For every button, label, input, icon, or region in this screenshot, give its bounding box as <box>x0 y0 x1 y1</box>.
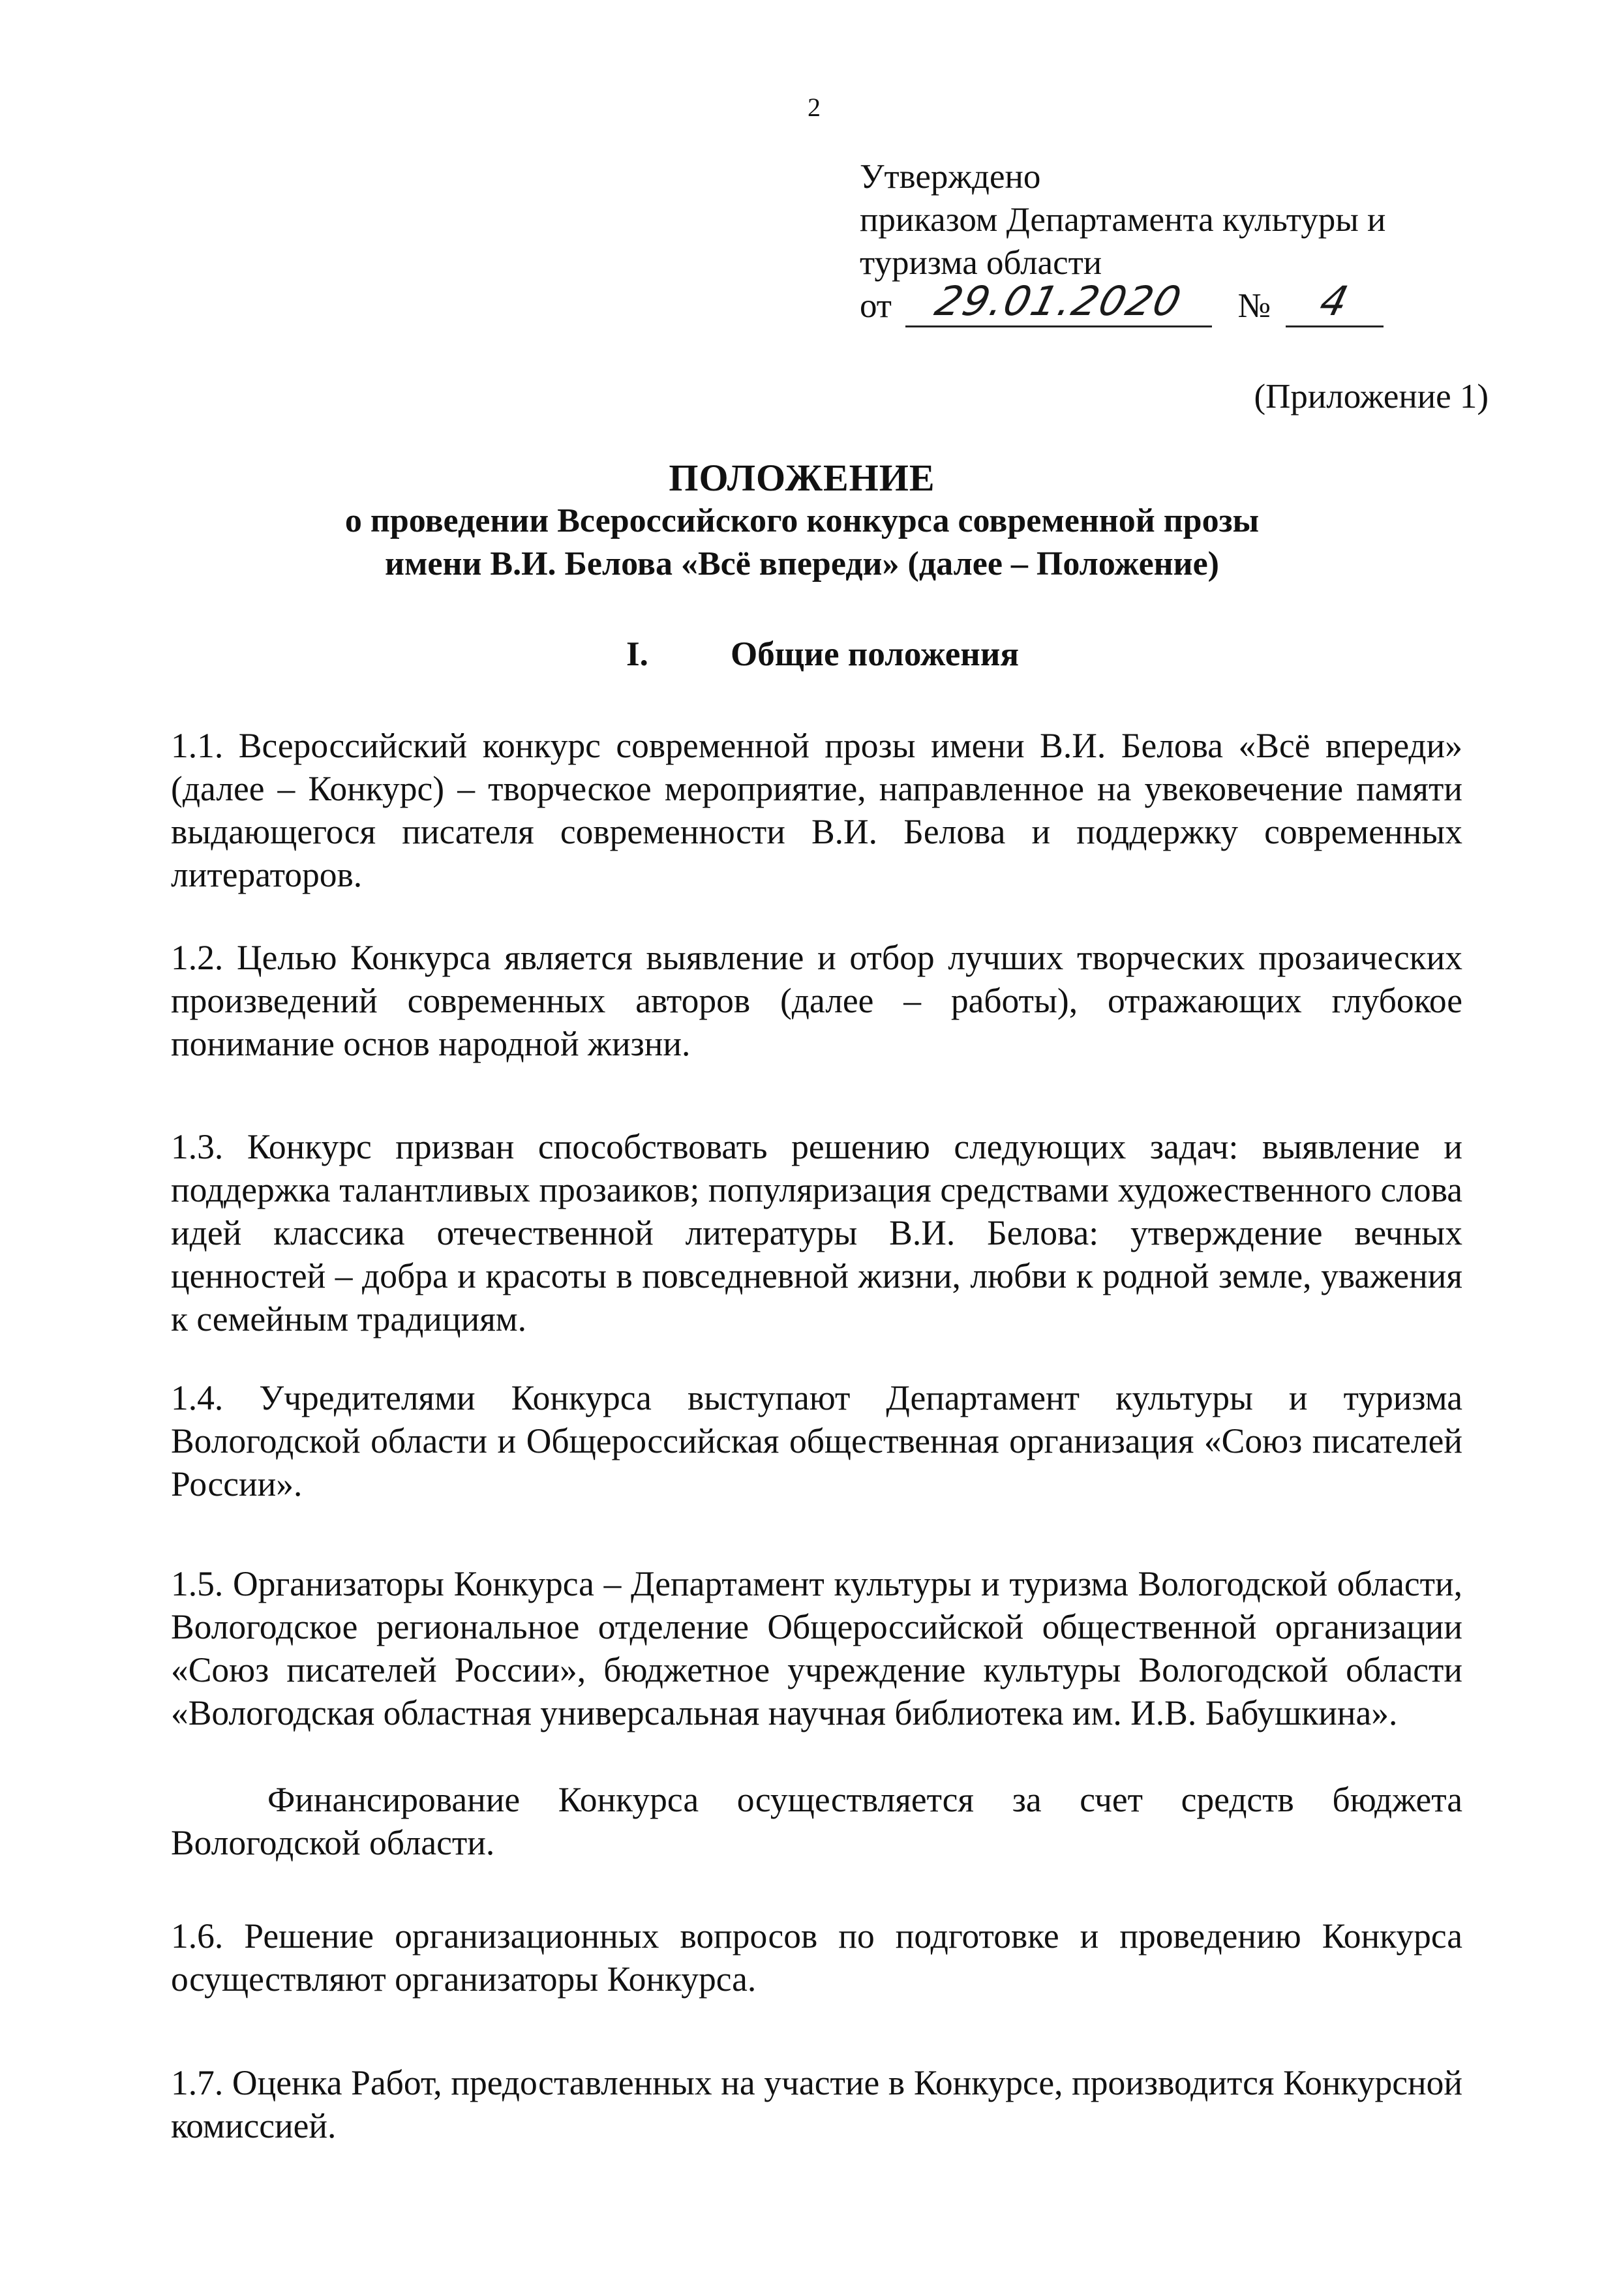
date-field <box>905 277 1212 327</box>
approval-date-number-row <box>860 277 1512 337</box>
title-main: ПОЛОЖЕНИЕ <box>669 457 935 499</box>
paragraph-1-2: 1.2. Целью Конкурса является выявление и отбор лучших творческих прозаических произведений современных авторов (далее – работы), отражающих глубокое понимание основ народной жизни. <box>171 938 1462 1063</box>
page-number: 2 <box>808 93 821 122</box>
paragraph-1-7: 1.7. Оценка Работ, предоставленных на участие в Конкурсе, производится Конкурсной комиссией. <box>171 2063 1462 2145</box>
number-prefix: № <box>1237 287 1271 325</box>
date-prefix: от <box>860 287 892 325</box>
paragraph-1-4: 1.4. Учредителями Конкурса выступают Департамент культуры и туризма Вологодской области и Общероссийская общественная организация «Союз писателей России». <box>171 1378 1462 1503</box>
paragraph-1-5-financing: Финансирование Конкурса осуществляется за счет средств бюджета Вологодской области. <box>171 1780 1462 1862</box>
handwritten-number: 4 <box>1315 277 1355 325</box>
approval-line-department: туризма области <box>860 244 1102 282</box>
section-number: I. <box>626 635 648 673</box>
handwritten-date: 29.01.2020 <box>930 277 1187 325</box>
paragraph-1-1: 1.1. Всероссийский конкурс современной прозы имени В.И. Белова «Всё впереди» (далее – Конкурс) – творческое мероприятие, направленное на увековечение памяти выдающегося писателя современности В.И. Белова и поддержку современных литераторов. <box>171 726 1462 894</box>
document-title <box>0 457 1604 586</box>
paragraph-1-5: 1.5. Организаторы Конкурса – Департамент культуры и туризма Вологодской области, Вологодское региональное отделение Общероссийской общественной организации «Союз писателей России», бюджетное учреждение культуры Вологодской области «Вологодская областная универсальная научная библиотека им. И.В. Бабушкина». <box>171 1564 1462 1732</box>
approval-line-order: приказом Департамента культуры и <box>860 201 1386 239</box>
appendix-label: (Приложение 1) <box>1254 378 1489 415</box>
approval-stamp-block <box>860 155 1512 337</box>
approval-line-approved: Утверждено <box>860 158 1041 196</box>
title-subtitle-line-2: имени В.И. Белова «Всё впереди» (далее – Положение) <box>385 545 1219 582</box>
paragraph-1-3: 1.3. Конкурс призван способствовать решению следующих задач: выявление и поддержка талантливых прозаиков; популяризация средствами художественного слова идей классика отечественной литературы В.И. Белова: утверждение вечных ценностей – добра и красоты в повседневной жизни, любви к родной земле, уважения к семейным традициям. <box>171 1127 1462 1338</box>
title-subtitle-line-1: о проведении Всероссийского конкурса современной прозы <box>344 502 1260 539</box>
number-field <box>1286 277 1384 327</box>
section-title: Общие положения <box>731 635 1020 673</box>
section-heading <box>626 633 1019 676</box>
paragraph-1-6: 1.6. Решение организационных вопросов по подготовке и проведению Конкурса осуществляют организаторы Конкурса. <box>171 1916 1462 1999</box>
